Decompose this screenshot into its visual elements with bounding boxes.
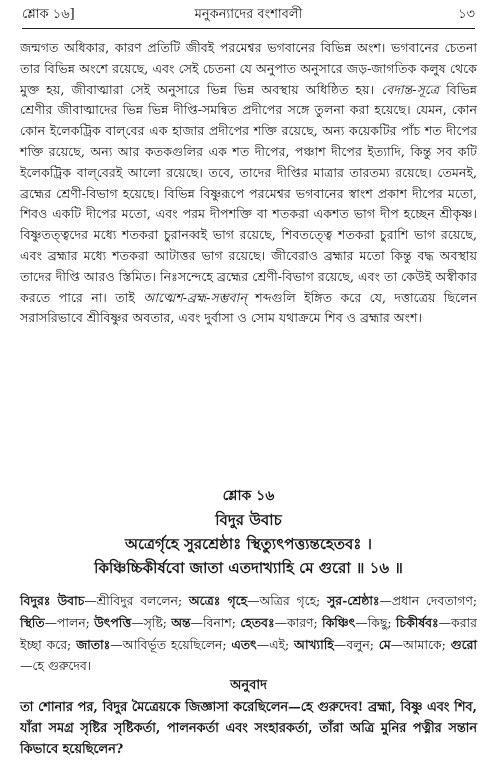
synonym-meaning: —কারণ; — [274, 614, 318, 630]
translation-heading: অনুবাদ — [230, 678, 267, 693]
synonym-word: কিঞ্চিৎ — [322, 614, 356, 630]
synonym-meaning: —আবির্ভূত হয়েছিলেন; — [110, 636, 227, 652]
synonym-word: অত্রেঃ গৃহে — [188, 593, 248, 608]
synonym-meaning: —করার ইচ্ছা করে; — [20, 614, 477, 652]
synonym-meaning: —বিনাশ; — [190, 614, 236, 630]
synonym-word: মে — [378, 636, 391, 652]
synonym-meaning: —শ্রীবিদুর বললেন; — [84, 593, 183, 608]
chapter-title: মনুকন্যাদের বংশাবলী — [194, 7, 303, 22]
translation-text: তা শোনার পর, বিদুর মৈত্রেয়কে জিজ্ঞাসা করেছিলেন—হে গুরুদেব! ব্রহ্মা, বিষ্ণু এবং শিব, যাঁরা সমগ্র সৃষ্টির সৃষ্টিকর্তা, পালনকর্তা এবং সংহারকর্তা, তাঁরা অত্রি মুনির পত্নীর সন্তান কিভাবে হয়েছিলেন? — [20, 700, 477, 757]
synonym-meaning: —বলুন; — [333, 636, 374, 652]
synonym-meaning: —কিছু; — [355, 614, 392, 630]
purport-quote-sanskrit: আত্মেশ-ব্রহ্ম-সম্ভবান্‌ — [143, 289, 247, 305]
synonym-word: উৎপত্তি — [94, 614, 132, 630]
purport-part-2: বিভিন্ন শ্রেণীর জীবাত্মাদের ভিন্ন ভিন্ন দীপ্তি-সমন্বিত প্রদীপের সঙ্গে তুলনা করা হয়েছে। যেমন, কোন কোন ইলেকট্রিক বাল্‌বের এক হাজার প্রদীপের শক্তি রয়েছে, অন্য কয়েকটির পাঁচ শত দীপের শক্তি রয়েছে, অন্য আর কতকগুলির এক শত দীপের, পঞ্চাশ দীপের ইত্যাদি, কিন্তু সব কটি ইলেকট্রিক বাল্‌বেরই আলো রয়েছে। তবে, তাদের দীপ্তির মাত্রার তারতম্য রয়েছে। তেমনই, ব্রহ্মের শ্রেণী-বিভাগ হয়েছে। বিভিন্ন বিষ্ণুরূপে পরমেশ্বর ভগবানের স্বাংশ প্রকাশ দীপের মতো, শিবও একটি দীপের মতো, এবং পরম দীপশক্তি বা শতকরা একশত ভাগ দীপ হচ্ছেন শ্রীকৃষ্ণ। বিষ্ণুতত্ত্বদের মধ্যে শতকরা চুরানব্বই ভাগ রয়েছে, শিবতত্ত্বে শতকরা চুরাশি ভাগ রয়েছে, এবং ব্রহ্মার মধ্যে শতকরা আটাত্তর ভাগ রয়েছে। জীবেরাও ব্রহ্মার মতো কিন্তু বদ্ধ অবস্থায় তাদের দীপ্তি আরও স্তিমিত। নিঃসন্দেহে ব্রহ্মের শ্রেণী-বিভাগ রয়েছে, এবং তা কেউই অস্বীকার করতে পারে না। তাই — [20, 81, 477, 305]
synonym-word: স্থিতি — [20, 614, 45, 630]
verse-line-2: কিঞ্চিচ্চিকীর্ষবো জাতা এতদাখ্যাহি মে গুরো ॥ ১৬ ॥ — [94, 559, 403, 577]
synonym-meaning: —প্রধান দেবতাগণ; — [379, 593, 478, 608]
synonym-meaning: —সৃষ্টি; — [131, 614, 167, 630]
synonym-word: বিদুরঃ উবাচ — [20, 593, 85, 608]
synonym-meaning: —হে গুরুদেব। — [20, 658, 92, 674]
synonym-word: সুর-শ্রেষ্ঠাঃ — [327, 593, 380, 608]
purport-text — [20, 38, 477, 329]
synonym-word: জাতাঃ — [76, 636, 111, 652]
purport-paragraph — [20, 38, 477, 329]
verse-number: শ্লোক ১৬ — [222, 488, 275, 504]
purport-quote-vedanta: বেদান্ত-সূত্রে — [381, 81, 440, 97]
header-rule — [22, 28, 475, 29]
synonym-word: হেতবঃ — [240, 614, 275, 630]
synonym-word: এতৎ — [231, 636, 257, 652]
synonym-word: চিকীর্ষবঃ — [395, 614, 439, 630]
synonym-meaning: —আমাকে; — [390, 636, 446, 652]
verse-line-1: অত্রের্গৃহে সুরশ্রেষ্ঠাঃ স্থিত্যুৎপত্ত্যন্তহেতবঃ । — [125, 535, 372, 553]
word-meanings — [20, 590, 477, 677]
synonym-meaning: —পালন; — [44, 614, 90, 630]
purport-part-1: জন্মগত অধিকার, কারণ প্রতিটি জীবই পরমেশ্বর ভগবানের বিভিন্ন অংশ। ভগবানের চেতনা তার বিভিন্ন অংশে রয়েছে, এবং সেই চেতনা যে অনুপাত অনুসারে জড়-জাগতিক কলুষ থেকে মুক্ত হয়, জীবাত্মারা সেই অনুসারে ভিন্ন ভিন্ন অবস্থায় অধিষ্ঠিত হয়। — [20, 40, 477, 97]
verse-speaker: বিদুর উবাচ — [215, 511, 282, 529]
purport-part-3: শব্দগুলি ইঙ্গিত করে যে, দত্তাত্রেয় ছিলেন সরাসরিভাবে শ্রীবিষ্ণুর অবতার, এবং দুর্বাসা ও সোম যথাক্রমে শিব ও ব্রহ্মার অংশ। — [20, 289, 478, 326]
verse-block — [20, 484, 477, 580]
page-header — [22, 4, 475, 26]
synonym-word: গুরো — [450, 636, 477, 652]
synonym-word: আখ্যাহি — [293, 636, 334, 652]
synonym-meaning: —অত্রির গৃহে; — [247, 593, 321, 608]
verse-reference: শ্লোক ১৬] — [22, 7, 75, 22]
synonym-word: অন্ত — [171, 614, 191, 630]
page-number: ১৩ — [458, 7, 475, 22]
synonym-meaning: —এই; — [256, 636, 290, 652]
